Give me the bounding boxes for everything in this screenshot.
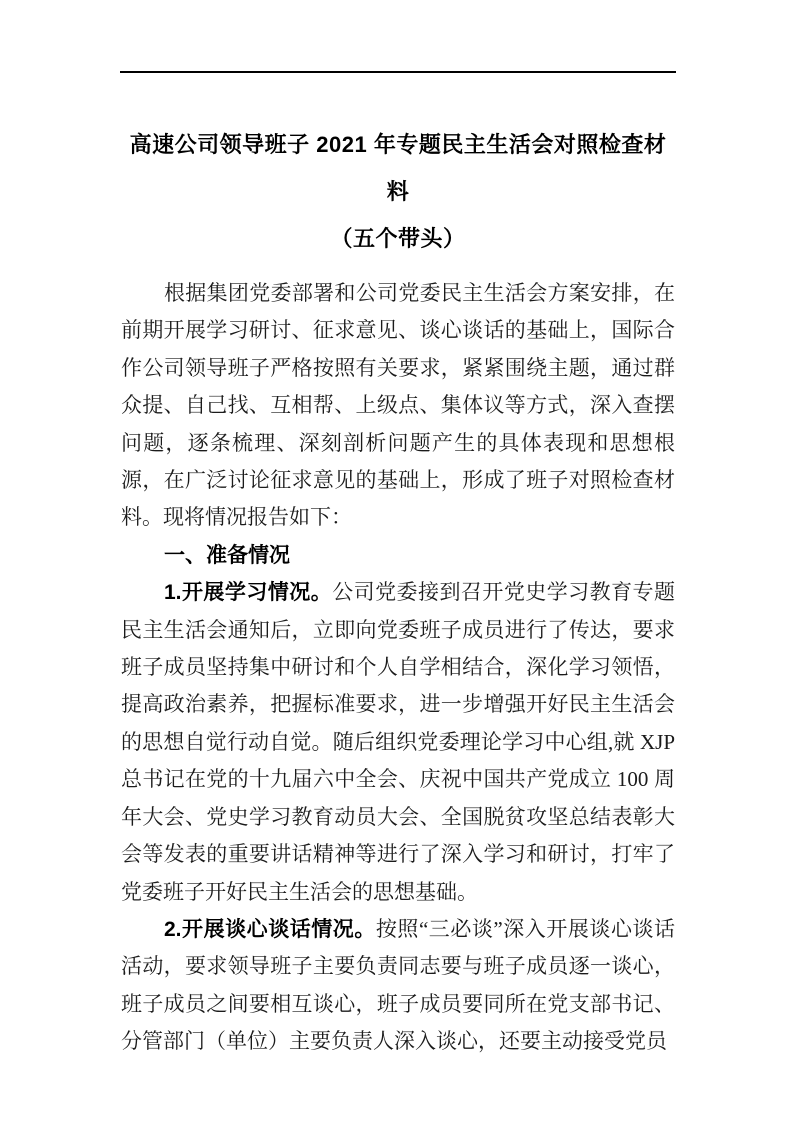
title-line-2: （五个带头） bbox=[330, 226, 466, 251]
item-2-lead: 2.开展谈心谈话情况。 bbox=[164, 917, 376, 941]
item-1-lead: 1.开展学习情况。 bbox=[164, 581, 333, 605]
item-2-paragraph bbox=[121, 911, 675, 1061]
item-2-text: 按照“三必谈”深入开展谈心谈话活动，要求领导班子主要负责同志要与班子成员逐一谈心，班子成员之间要相互谈心，班子成员要同所在党支部书记、分管部门（单位）主要负责人深入谈心，还要主动接受党员 bbox=[121, 916, 676, 1054]
item-1-paragraph bbox=[121, 574, 675, 911]
title-line-1: 高速公司领导班子 2021 年专题民主生活会对照检查材料 bbox=[129, 132, 667, 204]
section-heading-preparation: 一、准备情况 bbox=[164, 543, 290, 567]
document-title bbox=[121, 121, 675, 262]
item-1-text: 公司党委接到召开党史学习教育专题民主生活会通知后，立即向党委班子成员进行了传达，要求班子成员坚持集中研讨和个人自学相结合，深化学习领悟，提高政治素养，把握标准要求，进一步增强开好民主生活会的思想自觉行动自觉。随后组织党委理论学习中心组,就 XJP 总书记在党的十九届六中全会、庆祝中国共产党成立 100 周年大会、党史学习教育动员大会、全国脱贫攻坚总结表彰大会等发表的重要讲话精神等进行了深入学习和研讨，打牢了党委班子开好民主生活会的思想基础。 bbox=[121, 580, 676, 904]
document-body bbox=[121, 121, 675, 1061]
intro-paragraph: 根据集团党委部署和公司党委民主生活会方案安排，在前期开展学习研讨、征求意见、谈心谈话的基础上，国际合作公司领导班子严格按照有关要求，紧紧围绕主题，通过群众提、自己找、互相帮、上级点、集体议等方式，深入查摆问题，逐条梳理、深刻剖析问题产生的具体表现和思想根源，在广泛讨论征求意见的基础上，形成了班子对照检查材料。现将情况报告如下： bbox=[121, 281, 675, 530]
header-rule bbox=[120, 71, 676, 73]
